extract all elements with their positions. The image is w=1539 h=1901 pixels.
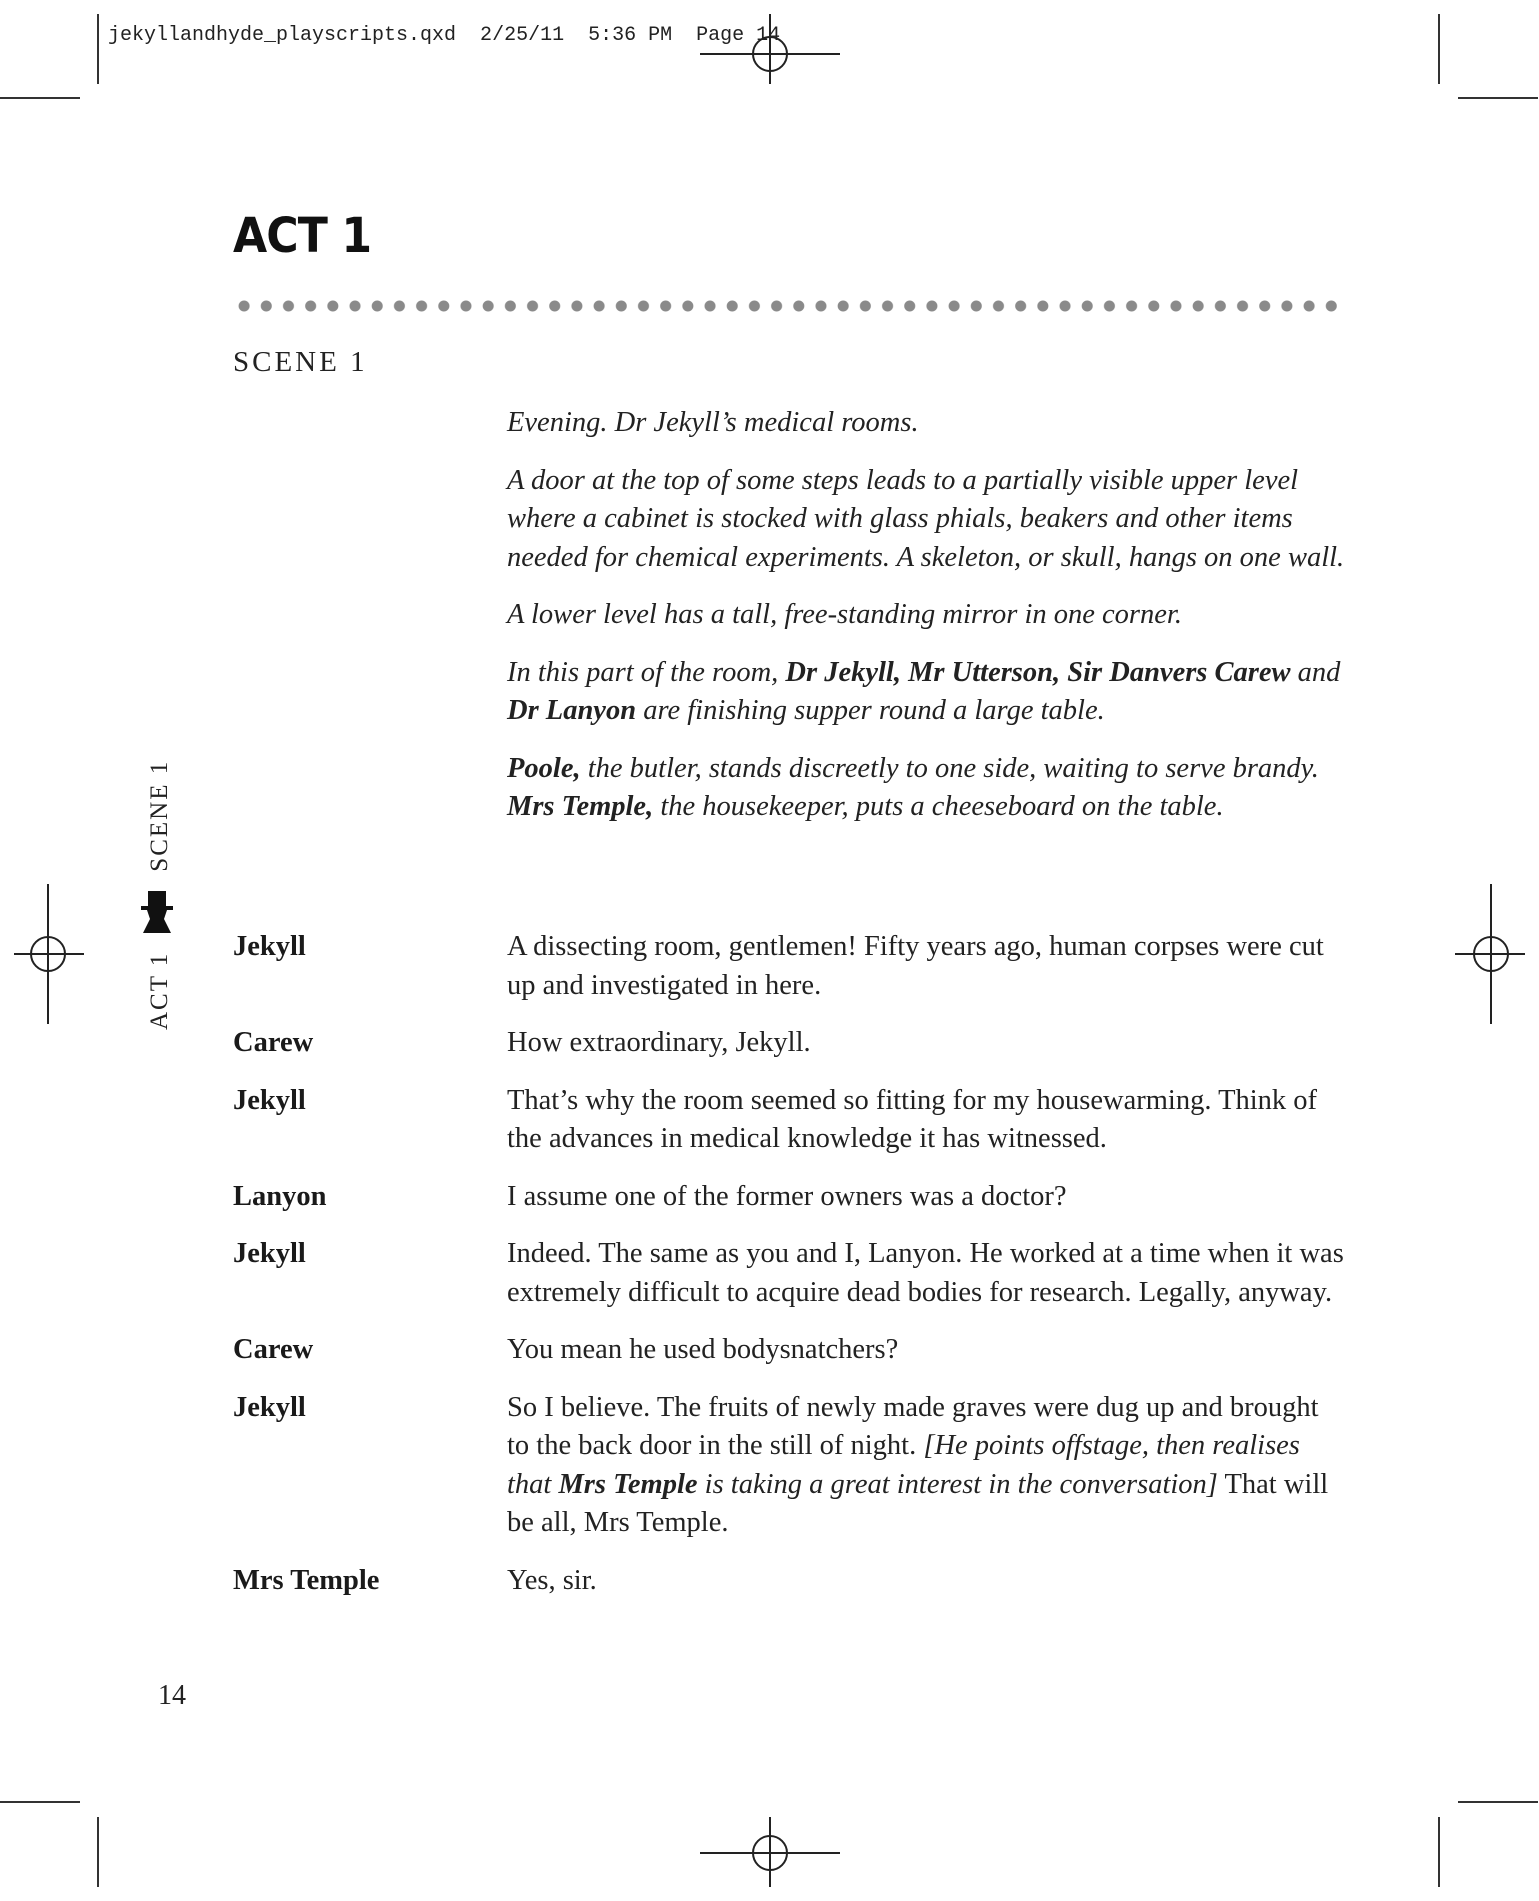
crop-mark-top-left-vertical (97, 14, 99, 84)
dialogue (233, 928, 1353, 1619)
text-run: A dissecting room, gentlemen! Fifty years ago, human corpses were cut up and investigated in here. (507, 931, 1324, 1001)
character-name: Poole, (507, 752, 581, 784)
dialogue-line (233, 1178, 1353, 1217)
speaker-name: Mrs Temple (233, 1564, 380, 1596)
dialogue-line (233, 928, 1353, 1005)
crop-mark-bottom-right-horizontal (1458, 1801, 1538, 1803)
text-run: That will be all, Mrs Temple. (507, 1468, 1329, 1538)
speech-text (507, 928, 1347, 1005)
speaker-name: Carew (233, 1027, 314, 1058)
stage-direction-text: is taking a great interest in the conversation] (697, 1468, 1218, 1500)
text-run: and (1290, 656, 1341, 688)
text-run: A door at the top of some steps leads to a partially visible upper level where a cabinet is stocked with glass phials, beakers and other items needed for chemical experiments. A skeleton, or skull, hangs on one wall. (507, 464, 1345, 573)
stage-direction (507, 462, 1347, 578)
act-title: ACT 1 (233, 208, 372, 264)
dialogue-line (233, 1024, 1353, 1063)
character-name: Mrs Temple, (507, 791, 654, 822)
crop-mark-top-right-horizontal (1458, 97, 1538, 99)
speaker-name: Lanyon (233, 1180, 327, 1212)
crop-mark-bottom-left-vertical (97, 1817, 99, 1887)
dialogue-line (233, 1082, 1353, 1159)
dotted-divider (233, 298, 1343, 314)
page-number: 14 (158, 1680, 186, 1711)
dialogue-line (233, 1389, 1353, 1543)
dialogue-line (233, 1562, 1353, 1601)
scene-heading: SCENE 1 (233, 346, 368, 378)
text-run: I assume one of the former owners was a doctor? (507, 1180, 1067, 1212)
printer-slug: jekyllandhyde_playscripts.qxd 2/25/11 5:36 PM Page 14 (108, 24, 781, 47)
crop-mark-top-right-vertical (1438, 14, 1440, 84)
speech-text (507, 1331, 1347, 1370)
character-name: Dr Jekyll, Mr Utterson, Sir Danvers Carew (785, 656, 1291, 688)
top-hat-figure-icon (134, 890, 187, 934)
stage-direction-text: Mrs Temple (558, 1468, 698, 1500)
speech-text (507, 1235, 1347, 1312)
crop-mark-bottom-left-horizontal (0, 1801, 80, 1803)
registration-mark-right-icon (1455, 884, 1525, 1024)
text-run: the butler, stands discreetly to one side, waiting to serve brandy. (580, 752, 1319, 784)
dialogue-line (233, 1331, 1353, 1370)
registration-mark-top-icon (700, 14, 840, 84)
character-name: Dr Lanyon (507, 695, 637, 726)
crop-mark-bottom-right-vertical (1438, 1817, 1440, 1887)
stage-direction (507, 750, 1347, 827)
speech-text (507, 1024, 1347, 1063)
stage-direction-text: [He points offstage, then realises that (507, 1430, 1300, 1500)
speaker-name: Jekyll (233, 1391, 306, 1423)
crop-mark-top-left-horizontal (0, 97, 80, 99)
stage-direction (507, 404, 1347, 443)
text-run: That’s why the room seemed so fitting for my housewarming. Think of the advances in medical knowledge it has witnessed. (507, 1084, 1318, 1154)
text-run: How extraordinary, Jekyll. (507, 1027, 811, 1058)
side-tab-act: ACT 1 (146, 951, 173, 1030)
speech-text (507, 1562, 1347, 1601)
registration-mark-left-icon (14, 884, 84, 1024)
stage-directions (507, 404, 1347, 846)
text-run: So I believe. The fruits of newly made graves were dug up and brought to the back door in the still of night. (507, 1391, 1319, 1461)
speech-text (507, 1082, 1347, 1159)
text-run: You mean he used bodysnatchers? (507, 1334, 899, 1365)
dialogue-line (233, 1235, 1353, 1312)
text-run: are finishing supper round a large table. (636, 695, 1105, 726)
speech-text (507, 1389, 1347, 1543)
speech-text (507, 1178, 1347, 1217)
speaker-name: Jekyll (233, 931, 306, 962)
side-tab-scene: SCENE 1 (146, 759, 173, 872)
stage-direction (507, 596, 1347, 635)
text-run: Evening. Dr Jekyll’s medical rooms. (507, 407, 919, 438)
text-run: A lower level has a tall, free-standing mirror in one corner. (507, 599, 1182, 630)
text-run: In this part of the room, (507, 656, 786, 688)
text-run: Indeed. The same as you and I, Lanyon. He worked at a time when it was extremely difficult to acquire dead bodies for research. Legally, anyway. (507, 1238, 1344, 1308)
text-run: the housekeeper, puts a cheeseboard on the table. (653, 791, 1224, 822)
registration-mark-bottom-icon (700, 1817, 840, 1887)
speaker-name: Jekyll (233, 1238, 306, 1269)
side-tab (140, 430, 180, 1030)
speaker-name: Jekyll (233, 1084, 306, 1116)
text-run: Yes, sir. (507, 1564, 597, 1596)
stage-direction (507, 654, 1347, 731)
speaker-name: Carew (233, 1334, 314, 1365)
